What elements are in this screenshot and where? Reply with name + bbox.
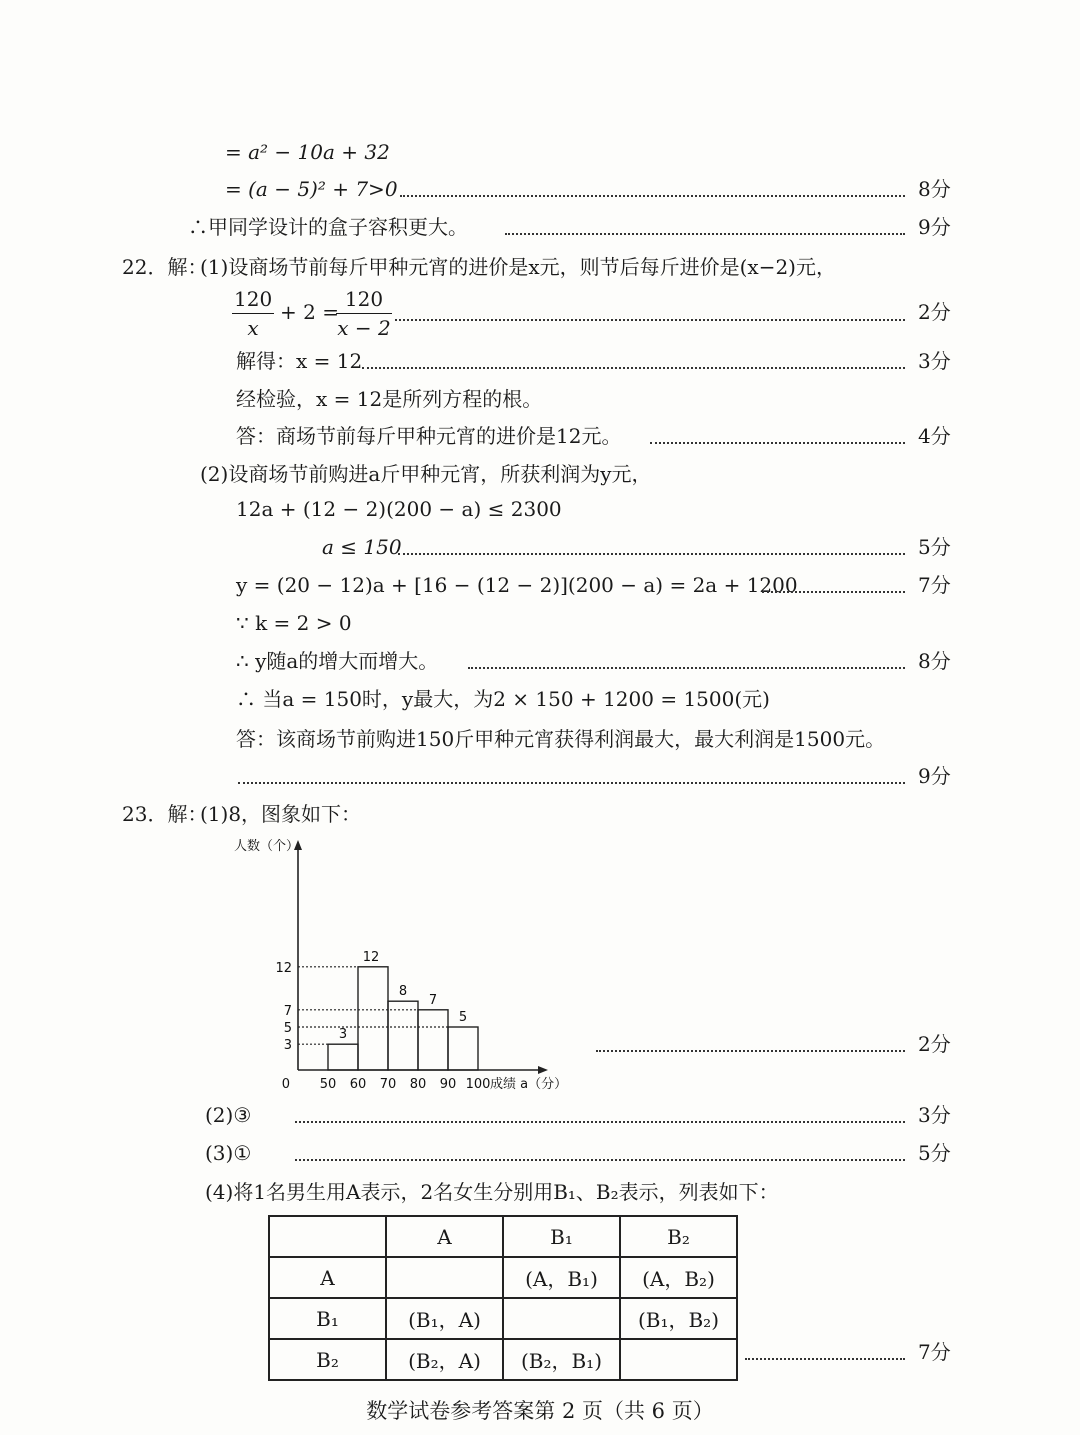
table-row [269,1298,737,1339]
fraction-left [232,285,274,342]
fraction-right [336,285,392,342]
x-axis-arrow [538,1066,548,1074]
y-tick-label: 12 [275,960,292,976]
histogram-bar [328,1044,358,1070]
chart-labels [234,838,567,1092]
q22-part2-setup: (2)设商场节前购进a斤甲种元宵，所获利润为y元， [200,462,652,486]
table-cell: (A，B₁) [503,1257,620,1298]
score-8: 8分 [918,177,951,201]
answer-part1: 答：商场节前每斤甲种元宵的进价是12元。 [236,424,622,448]
table-cell: (B₁，B₂) [620,1298,737,1339]
score-2: 2分 [918,300,951,324]
x-axis-title: 成绩 a（分） [490,1077,568,1092]
q23-part1: (1)8，图象如下： [200,802,362,826]
table-cell: A [269,1257,386,1298]
profit-function: y = (20 − 12)a + [16 − (12 − 2)](200 − a) = 2a + 1200 [236,573,798,597]
increasing-line: ∴ y随a的增大而增大。 [236,649,439,673]
fraction-numerator: 120 [232,285,274,314]
histogram-bar [358,967,388,1070]
x-tick-label: 100 [465,1077,491,1092]
histogram-bar [448,1027,478,1070]
bar-value-label: 3 [338,1027,348,1043]
expr-line-1: = a² − 10a + 32 [225,140,390,164]
table-cell: B₁ [503,1216,620,1257]
dot-leader [362,367,905,369]
x-tick-label: 90 [439,1077,457,1092]
score-7b: 7分 [918,1340,951,1364]
expr-line-2: = (a − 5)² + 7>0 [225,177,398,201]
score-9: 9分 [918,215,951,239]
score-7: 7分 [918,573,951,597]
x-tick-label: 70 [379,1077,397,1092]
outcome-table [268,1215,738,1381]
question-23-label: 23．解： [122,802,208,826]
table-cell [386,1257,503,1298]
check-line: 经检验，x = 12是所列方程的根。 [236,387,543,411]
chart-axes [294,840,548,1074]
dot-leader [238,782,905,784]
score-4-text: 4分 [918,424,951,448]
score-3b: 3分 [918,1103,951,1127]
inequality-line: 12a + (12 − 2)(200 − a) ≤ 2300 [236,497,562,521]
answer-part2: 答：该商场节前购进150斤甲种元宵获得利润最大，最大利润是1500元。 [236,727,886,751]
origin-label: 0 [281,1077,290,1092]
dot-leader [295,1159,905,1161]
bar-value-label: 12 [362,949,380,965]
dot-leader [596,1050,905,1052]
page-footer: 数学试卷参考答案第 2 页（共 6 页） [366,1399,714,1423]
table-header-row [269,1216,737,1257]
histogram-bar [388,1001,418,1070]
dot-leader [762,591,905,593]
score-2b: 2分 [918,1032,951,1056]
solve-line: 解得：x = 12 [236,349,363,373]
q23-part3: (3)① [205,1141,252,1165]
table-cell [620,1339,737,1380]
table-cell: B₂ [620,1216,737,1257]
table-cell [269,1216,386,1257]
inequality-result: a ≤ 150 [322,535,402,559]
table-cell [503,1298,620,1339]
table-cell: A [386,1216,503,1257]
q23-part4: (4)将1名男生用A表示，2名女生分别用B₁、B₂表示，列表如下： [205,1180,779,1204]
dot-leader [650,442,905,444]
dot-leader [295,1121,905,1123]
x-tick-label: 80 [409,1077,427,1092]
table-row [269,1339,737,1380]
score-3: 3分 [918,349,951,373]
score-5b: 5分 [918,1141,951,1165]
q23-part2: (2)③ [205,1103,252,1127]
bar-value-label: 5 [458,1010,468,1025]
dot-leader [398,553,905,555]
k-positive: ∵ k = 2 > 0 [236,611,352,635]
equation-middle: + 2 = [280,300,339,324]
fraction-denominator: x [247,316,259,340]
question-22-label: 22．解： [122,255,208,279]
dot-leader [395,319,905,321]
chart-bars [328,967,478,1070]
y-tick-label: 7 [283,1003,292,1019]
histogram-chart [220,830,610,1095]
fraction-denominator: x − 2 [337,316,391,340]
conclusion-21: ∴甲同学设计的盒子容积更大。 [188,215,468,239]
y-tick-label: 3 [283,1038,292,1054]
dot-leader [745,1358,905,1360]
score-5: 5分 [918,535,951,559]
bar-value-label: 7 [428,992,438,1008]
table-cell: (A，B₂) [620,1257,737,1298]
y-tick-label: 5 [283,1021,292,1036]
max-line: ∴ 当a = 150时，y最大，为2 × 150 + 1200 = 1500(元) [236,687,770,711]
dot-leader [468,667,905,669]
table-row [269,1257,737,1298]
score-9b: 9分 [918,764,951,788]
table-cell: (B₂，A) [386,1339,503,1380]
table-cell: B₁ [269,1298,386,1339]
q22-part1-setup: (1)设商场节前每斤甲种元宵的进价是x元，则节后每斤进价是(x−2)元， [200,255,836,279]
chart-guides [298,967,448,1044]
table-cell: (B₁，A) [386,1298,503,1339]
dot-leader [505,233,905,235]
bar-value-label: 8 [398,984,408,1000]
histogram-bar [418,1010,448,1070]
table-cell: (B₂，B₁) [503,1339,620,1380]
x-tick-label: 60 [349,1077,367,1092]
table-cell: B₂ [269,1339,386,1380]
dot-leader [400,195,905,197]
fraction-numerator: 120 [336,285,392,314]
y-axis-title: 人数（个） [234,839,300,854]
score-8b: 8分 [918,649,951,673]
x-tick-label: 50 [319,1077,337,1092]
